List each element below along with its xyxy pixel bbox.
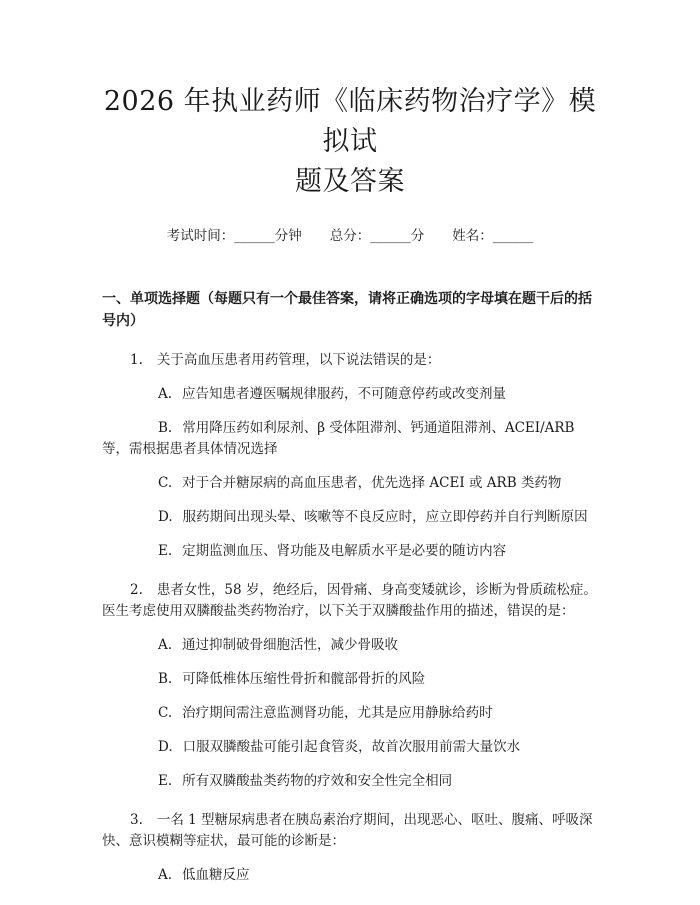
question-1-option-d [102, 507, 598, 528]
option-letter: A. [158, 637, 173, 653]
option-text: 所有双膦酸盐类药物的疗效和安全性完全相同 [182, 773, 453, 789]
option-letter: B. [158, 420, 173, 436]
option-text: 常用降压药如利尿剂、β 受体阻滞剂、钙通道阻滞剂、ACEI/ARB 等，需根据患者具体情况选择 [102, 420, 575, 457]
question-stem: 关于高血压患者用药管理，以下说法错误的是： [156, 352, 441, 368]
question-3-option-a [102, 865, 598, 886]
question-2-option-c [102, 703, 598, 724]
question-2-option-d [102, 737, 598, 758]
question-number: 3. [130, 812, 143, 828]
option-letter: D. [158, 739, 173, 755]
question-stem: 患者女性，58 岁，绝经后，因骨痛、身高变矮就诊，诊断为骨质疏松症。医生考虑使用双膦酸盐类药物治疗，以下关于双膦酸盐作用的描述，错误的是： [102, 582, 597, 619]
option-text: 可降低椎体压缩性骨折和髋部骨折的风险 [182, 671, 426, 687]
option-text: 应告知患者遵医嘱规律服药，不可随意停药或改变剂量 [182, 386, 507, 402]
question-number: 2. [130, 582, 143, 598]
question-2-option-a [102, 635, 598, 656]
question-stem: 一名 1 型糖尿病患者在胰岛素治疗期间，出现恶心、呕吐、腹痛、呼吸深快、意识模糊等症状，最可能的诊断是： [102, 812, 593, 849]
exam-time: 考试时间：______分钟 [166, 228, 302, 244]
question-2-option-e [102, 771, 598, 792]
name-field: 姓名：______ [452, 228, 534, 244]
option-letter: E. [158, 543, 173, 559]
question-1-option-e [102, 541, 598, 562]
option-letter: D. [158, 509, 173, 525]
question-1-option-c [102, 473, 598, 494]
question-number: 1. [130, 352, 143, 368]
question-1 [102, 350, 598, 371]
section-title: 一、单项选择题（每题只有一个最佳答案，请将正确选项的字母填在题干后的括号内） [102, 291, 592, 329]
question-1-option-b [102, 418, 598, 460]
option-text: 服药期间出现头晕、咳嗽等不良反应时，应立即停药并自行判断原因 [182, 509, 588, 525]
option-letter: C. [158, 475, 173, 491]
option-text: 治疗期间需注意监测肾功能，尤其是应用静脉给药时 [182, 705, 493, 721]
option-letter: E. [158, 773, 173, 789]
question-2 [102, 580, 598, 622]
option-text: 口服双膦酸盐可能引起食管炎，故首次服用前需大量饮水 [182, 739, 521, 755]
question-2-option-b [102, 669, 598, 690]
document-title [102, 82, 598, 202]
option-text: 对于合并糖尿病的高血压患者，优先选择 ACEI 或 ARB 类药物 [182, 475, 562, 491]
option-letter: C. [158, 705, 173, 721]
option-text: 低血糖反应 [182, 867, 250, 883]
option-text: 定期监测血压、肾功能及电解质水平是必要的随访内容 [182, 543, 507, 559]
option-letter: A. [158, 386, 173, 402]
option-letter: B. [158, 671, 173, 687]
option-letter: A. [158, 867, 173, 883]
title-line-1: 2026 年执业药师《临床药物治疗学》模拟试 [103, 86, 597, 157]
option-text: 通过抑制破骨细胞活性，减少骨吸收 [182, 637, 399, 653]
exam-meta [102, 224, 598, 244]
title-line-2: 题及答案 [295, 166, 405, 197]
question-3 [102, 810, 598, 852]
question-1-option-a [102, 384, 598, 405]
total-score: 总分：______分 [329, 228, 425, 244]
